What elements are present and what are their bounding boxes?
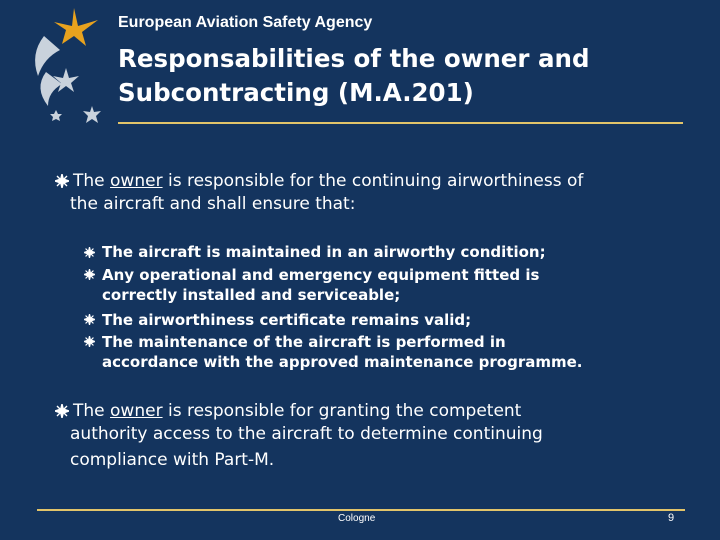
bullet-2-line-3: compliance with Part-M.	[70, 450, 275, 470]
agency-name: European Aviation Safety Agency	[118, 14, 373, 31]
title-line-2: Subcontracting (M.A.201)	[118, 78, 474, 107]
bullet-1-line-2: the aircraft and shall ensure that:	[70, 194, 356, 214]
title-line-1: Responsabilities of the owner and	[118, 44, 590, 73]
bullet-1-owner: owner	[110, 171, 163, 191]
star-bullet-icon	[55, 174, 69, 188]
sub-bullet-3: The airworthiness certificate remains valid;	[102, 311, 472, 329]
title-divider	[118, 122, 683, 124]
sub-bullet-2	[102, 265, 687, 305]
bullet-2-pre: The	[73, 401, 111, 421]
sub-bullet-2-line-2: correctly installed and serviceable;	[102, 286, 401, 304]
star-bullet-icon	[84, 247, 95, 258]
sub-bullet-2-line-1: Any operational and emergency equipment fitted is	[102, 266, 540, 284]
star-bullet-icon	[55, 404, 69, 418]
easa-logo-icon	[26, 6, 122, 130]
sub-bullet-4-line-1: The maintenance of the aircraft is performed in	[102, 333, 506, 351]
page-title	[118, 42, 698, 110]
footer-divider	[37, 509, 685, 511]
page-number: 9	[668, 512, 675, 524]
bullet-1-rest: is responsible for the continuing airworthiness of	[162, 171, 584, 191]
bullet-1	[73, 170, 693, 193]
footer-city: Cologne	[338, 513, 376, 524]
bullet-2-line-2: authority access to the aircraft to determine continuing	[70, 424, 543, 444]
star-bullet-icon	[84, 336, 95, 347]
bullet-2-owner: owner	[110, 401, 163, 421]
bullet-1-pre: The	[73, 171, 111, 191]
sub-bullet-4-line-2: accordance with the approved maintenance programme.	[102, 353, 583, 371]
star-bullet-icon	[84, 314, 95, 325]
bullet-2-rest: is responsible for granting the competent	[162, 401, 522, 421]
sub-bullet-1: The aircraft is maintained in an airworthy condition;	[102, 243, 546, 261]
sub-bullet-4	[102, 332, 687, 372]
bullet-2	[73, 400, 693, 423]
star-bullet-icon	[84, 269, 95, 280]
